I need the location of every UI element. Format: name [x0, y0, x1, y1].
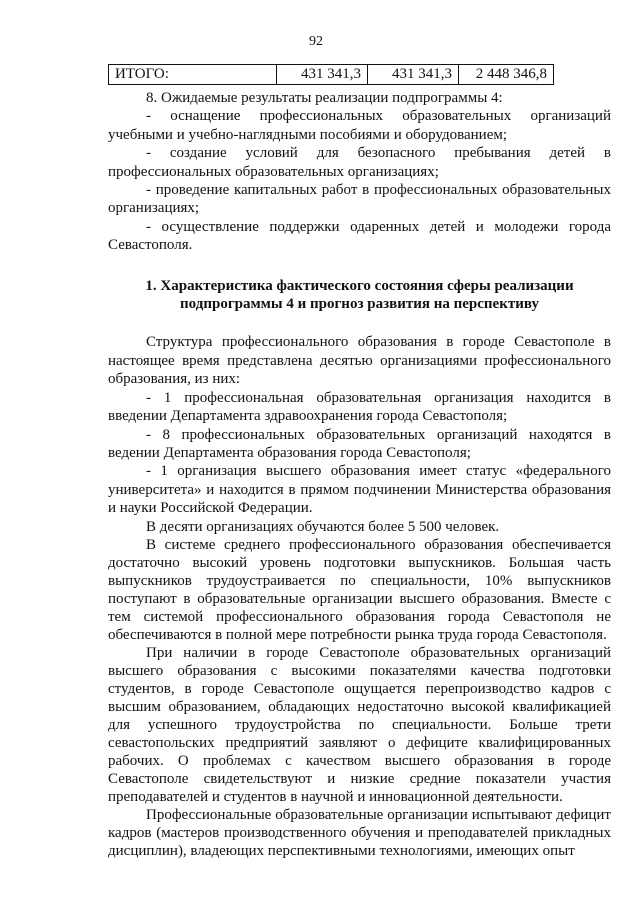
paragraph: - 8 профессиональных образовательных организаций находятся в ведении Департамента образования города Севастополя; — [108, 426, 611, 461]
results-item: - создание условий для безопасного пребывания детей в профессиональных образовательных организациях; — [108, 145, 611, 180]
document-body — [108, 89, 611, 860]
total-label: ИТОГО: — [109, 65, 277, 85]
results-item: - проведение капитальных работ в профессиональных образовательных организациях; — [108, 182, 611, 217]
paragraph: При наличии в городе Севастополе образовательных организаций высшего образования с высокими показателями качества подготовки студентов, в городе Севастополе ощущается перепроизводство кадров с высшим образованием, обладающих недостаточно высокой квалификацией для успешного трудоустройства по специальности. Больше трети севастопольских предприятий заявляют о дефиците квалифицированных рабочих. О проблемах с качеством высшего образования в городе Севастополе свидетельствуют и низкие средние показатели участия преподавателей и студентов в научной и инновационной деятельности. — [108, 644, 611, 805]
paragraph: В десяти организациях обучаются более 5 500 человек. — [146, 518, 500, 535]
total-value-1: 431 341,3 — [277, 65, 368, 85]
paragraph: Структура профессионального образования в городе Севастополе в настоящее время представлена десятью организациями профессионального образования, из них: — [108, 334, 611, 388]
total-value-2: 431 341,3 — [368, 65, 459, 85]
results-item: - оснащение профессиональных образовательных организаций учебными и учебно-наглядными пособиями и оборудованием; — [108, 108, 611, 143]
results-item: - осуществление поддержки одаренных детей и молодежи города Севастополя. — [108, 218, 611, 254]
paragraph: - 1 организация высшего образования имеет статус «федерального университета» и находится в прямом подчинении Министерства образования и науки Российской Федерации. — [108, 463, 611, 517]
paragraph: Профессиональные образовательные организации испытывают дефицит кадров (мастеров производственного обучения и преподавателей прикладных дисциплин), владеющих перспективными технологиями, имеющих опыт — [108, 806, 611, 859]
total-value-3: 2 448 346,8 — [459, 65, 554, 85]
total-row — [109, 65, 554, 85]
results-heading: 8. Ожидаемые результаты реализации подпрограммы 4: — [146, 90, 503, 106]
paragraph: - 1 профессиональная образовательная организация находится в введении Департамента здравоохранения города Севастополя; — [108, 389, 611, 425]
total-table — [108, 64, 554, 85]
paragraph: В системе среднего профессионального образования обеспечивается достаточно высокий уровень подготовки выпускников. Большая часть выпускников трудоустраивается по специальности, 10% выпускников поступают в образовательные организации высшего образования. Вместе с тем системой профессионального образования города Севастополя не обеспечиваются в полной мере потребности рынка труда города Севастополя. — [108, 536, 611, 643]
page-number: 92 — [309, 34, 323, 49]
section-title: 1. Характеристика фактического состояния сферы реализации подпрограммы 4 и прогноз развития на перспективу — [145, 277, 574, 313]
